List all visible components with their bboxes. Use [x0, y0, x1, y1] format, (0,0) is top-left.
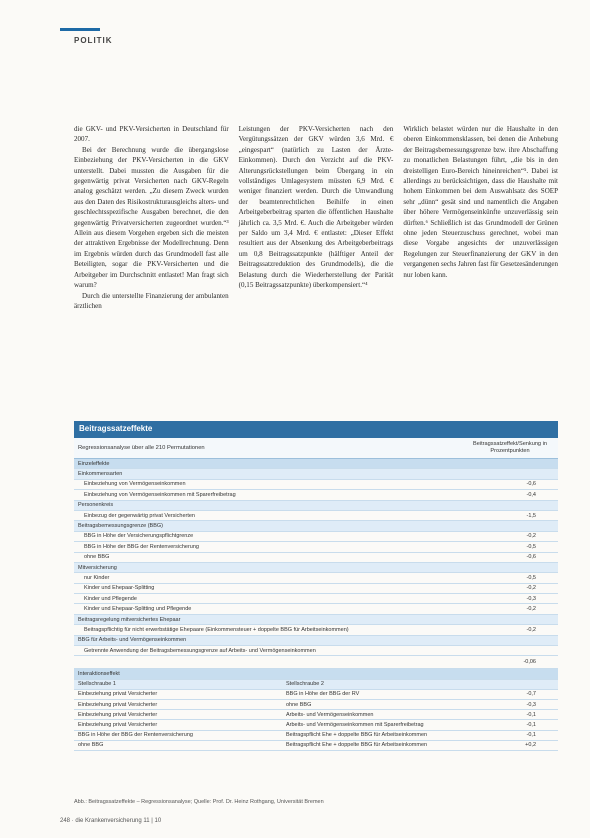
- interaction-cell-b: Arbeits- und Vermögenseinkommen mit Sparerfreibetrag: [286, 721, 424, 728]
- table-row: [74, 584, 558, 594]
- table-row: [74, 646, 558, 656]
- interaction-title: Interaktionseffekt: [78, 671, 120, 678]
- table-row-label: Beitragspflichtig für nicht erwerbstätige Ehepaare (Einkommensteuer + doppelte BBG für Arbeitseinkommen): [84, 626, 349, 633]
- article-column-3: [403, 124, 558, 311]
- interaction-cell-a: Einbeziehung privat Versicherter: [78, 701, 158, 708]
- interaction-head-b: Stellschraube 2: [286, 681, 324, 688]
- table-row-label: Kinder und Pflegende: [84, 595, 137, 602]
- table-row: [74, 469, 558, 479]
- interaction-cell-b: Beitragspflicht Ehe + doppelte BBG für Arbeitseinkommen: [286, 732, 428, 739]
- interaction-row: [74, 710, 558, 720]
- interaction-cell-b: BBG in Höhe der BBG der RV: [286, 691, 360, 698]
- article-column-1: [74, 124, 229, 311]
- table-header: [74, 438, 558, 459]
- interaction-cell-a: ohne BBG: [78, 742, 104, 749]
- page-footer: 248 · die Krankenversicherung 11 | 10: [60, 818, 162, 824]
- table-row-label: BBG für Arbeits- und Vermögenseinkommen: [78, 637, 187, 644]
- table-row-label: Beitragsregelung mitversichertes Ehepaar: [78, 616, 181, 623]
- paragraph: Leistungen der PKV-Versicherten nach den Vergütungssätzen der GKV würden 3,6 Mrd. € „eingespart“ (natürlich zu Lasten der Ärzte-Einkommen). Durch den Verzicht auf die PKV-Alterungsrückstellungen beim Übergang in ein vollständiges Umlagesystem müssten 6,9 Mrd. € weniger finanziert werden. Durch die Umwandlung der beamtenrechtlichen Beihilfe in einen Arbeitgeberbeitrag sparten die öffentlichen Haushalte jährlich ca. 3,5 Mrd. €. Auch die Arbeitgeber würden per Saldo um 3,4 Mrd. € entlastet: „Dieser Effekt resultiert aus der Absenkung des Arbeitgeberbeitrags um 0,8 Beitragssatzpunkte (hälftiger Anteil der Beitragssatzreduktion des Grundmodells), die die Belastung durch die Wiederherstellung der Parität (0,15 Beitragssatzpunkte) überkompensiert.“⁴: [238, 125, 394, 290]
- table-row-value: -0,3: [526, 595, 536, 602]
- table-row-label: Einbeziehung von Vermögenseinkommen mit Sparerfreibetrag: [84, 491, 236, 498]
- interaction-cell-a: Einbeziehung privat Versicherter: [78, 721, 158, 728]
- interaction-row: [74, 731, 558, 741]
- table-row-label: Einbezug der gegenwärtig privat Versicherten: [84, 512, 195, 519]
- table-row-label: Einzeleffekte: [78, 460, 110, 467]
- interaction-cell-b: Arbeits- und Vermögenseinkommen: [286, 711, 374, 718]
- table-row-label: Kinder und Ehepaar-Splitting und Pflegende: [84, 606, 192, 613]
- table-row-label: ohne BBG: [84, 554, 110, 561]
- interaction-cell-value: -0,3: [526, 701, 536, 708]
- table-title: Beitragssatzeffekte: [74, 421, 558, 438]
- table-header-left: Regressionsanalyse über alle 210 Permutationen: [78, 445, 205, 451]
- table-row-value: -0,2: [526, 606, 536, 613]
- table-row: [74, 480, 558, 490]
- table-row: [74, 594, 558, 604]
- table-row: [74, 490, 558, 500]
- table-body: [74, 459, 558, 669]
- paragraph: Durch die unterstellte Finanzierung der ambulanten ärztlichen: [74, 291, 229, 310]
- table-row-label: Personenkreis: [78, 502, 114, 509]
- interaction-cell-b: Beitragspflicht Ehe + doppelte BBG für Arbeitseinkommen: [286, 742, 428, 749]
- figure-caption: Abb.: Beitragssatzeffekte – Regressionsanalyse; Quelle: Prof. Dr. Heinz Rothgang, Universität Bremen: [74, 799, 324, 805]
- interaction-head-a: Stellschraube 1: [78, 681, 116, 688]
- table-row-label: Kinder und Ehepaar-Splitting: [84, 585, 155, 592]
- table-row: [74, 532, 558, 542]
- interaction-row: [74, 700, 558, 710]
- interaction-body: [74, 690, 558, 751]
- table-row-label: Getrennte Anwendung der Beitragsbemessungsgrenze auf Arbeits- und Vermögenseinkommen: [84, 647, 316, 654]
- table-row-value: -0,2: [526, 533, 536, 540]
- interaction-cell-b: ohne BBG: [286, 701, 312, 708]
- interaction-row: [74, 690, 558, 700]
- table-row-value: -0,2: [526, 585, 536, 592]
- header-accent-bar: [60, 28, 100, 31]
- table-row: [74, 604, 558, 614]
- paragraph: Bei der Berechnung wurde die übergangslose Einbeziehung der PKV-Versicherten in die GKV unterstellt. Dabei mussten die Ausgaben für die gegenwärtig privat Versicherten nach GKV-Regeln analog geschätzt werden. „Zu diesem Zweck wurden aus den Daten des Risikostrukturausgleichs alters- und geschlechtsspezifische Ausgaben berechnet, die den gegenwärtig Privatversicherten zugeordnet wurden.“³ Allein aus diesem Vorgehen ergeben sich die meisten der attraktiven Ergebnisse der Modellrechnung. Denn im Ergebnis würden durch das Grundmodell fast alle Beteiligten, sogar die PKV-Versicherten und die Arbeitgeber im Durchschnitt entlastet! Man fragt sich warum?: [74, 145, 229, 290]
- table-row: [74, 511, 558, 521]
- table-row-value: -0,06: [523, 659, 536, 666]
- table-row-value: -0,4: [526, 491, 536, 498]
- table-row: [74, 553, 558, 563]
- interaction-cell-a: Einbeziehung privat Versicherter: [78, 691, 158, 698]
- interaction-cell-a: BBG in Höhe der BBG der Rentenversicherung: [78, 732, 193, 739]
- table-row: [74, 573, 558, 583]
- table-row-label: BBG in Höhe der BBG der Rentenversicherung: [84, 543, 199, 550]
- table-row-value: -0,6: [526, 554, 536, 561]
- table-row-label: Mitversicherung: [78, 564, 117, 571]
- interaction-cell-value: -0,1: [526, 732, 536, 739]
- table-row-label: Beitragsbemessungsgrenze (BBG): [78, 523, 163, 530]
- table-row-label: BBG in Höhe der Versicherungspflichtgrenze: [84, 533, 194, 540]
- table-row: [74, 615, 558, 625]
- interaction-title-row: [74, 669, 558, 679]
- interaction-cell-value: -0,1: [526, 711, 536, 718]
- interaction-cell-value: +0,2: [525, 742, 536, 749]
- paragraph: die GKV- und PKV-Versicherten in Deutschland für 2007.: [74, 125, 229, 144]
- table-row-label: Einkommensarten: [78, 471, 123, 478]
- table-row: [74, 563, 558, 573]
- table-row-value: -1,5: [526, 512, 536, 519]
- contribution-effects-table: [74, 421, 558, 751]
- table-row-value: -0,5: [526, 543, 536, 550]
- section-label: POLITIK: [74, 36, 113, 45]
- table-row-label: Einbeziehung von Vermögenseinkommen: [84, 481, 186, 488]
- table-row-label: nur Kinder: [84, 574, 110, 581]
- table-row-value: -0,6: [526, 481, 536, 488]
- table-row: [74, 636, 558, 646]
- paragraph: Wirklich belastet würden nur die Haushalte in den oberen Einkommensklassen, bei denen die Anhebung der Beitragsbemessungsgrenze bzw. ihre Abschaffung zu monatlichen Belastungen führt, „die bis in den dreistelligen Euro-Bereich hineinreichen“⁵. Dabei ist allerdings zu berücksichtigen, dass die Haushalte mit hohem Einkommen bei dem Auswahlsatz des SOEP sehr „dünn“ gesät sind und namentlich die Angaben über höhere Vermögenseinkünfte unzuverlässig sein dürften.⁶ Schließlich ist das Grundmodell der Grünen ohne jeden Steuerzuschuss gerechnet, wobei man diese Vorgabe angesichts der unzuverlässigen Regelungen zur Steuerfinanzierung der GKV in den vergangenen sechs Jahren fast für Gesetzesänderungen nur loben kann.: [403, 125, 559, 279]
- table-row-value: -0,2: [526, 626, 536, 633]
- table-row: [74, 521, 558, 531]
- table-row: [74, 542, 558, 552]
- interaction-row: [74, 720, 558, 730]
- article-columns: [74, 124, 558, 311]
- table-row-value: -0,5: [526, 574, 536, 581]
- interaction-head-row: [74, 680, 558, 690]
- table-row: [74, 501, 558, 511]
- interaction-cell-a: Einbeziehung privat Versicherter: [78, 711, 158, 718]
- article-column-2: [239, 124, 394, 311]
- table-row: [74, 625, 558, 635]
- table-row: [74, 459, 558, 469]
- table-row: [74, 656, 558, 669]
- interaction-cell-value: -0,7: [526, 691, 536, 698]
- table-header-right: Beitragssatzeffekt/Senkung in Prozentpunkten: [473, 441, 547, 454]
- interaction-cell-value: -0,1: [526, 721, 536, 728]
- interaction-row: [74, 741, 558, 751]
